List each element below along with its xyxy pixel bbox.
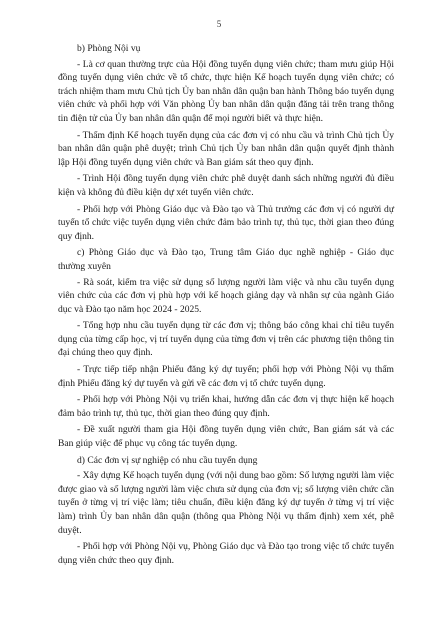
paragraph: - Trực tiếp tiếp nhận Phiếu đăng ký dự tuyển; phối hợp với Phòng Nội vụ thẩm định Phiếu đăng ký dự tuyển và gửi về các đơn vị tổ chức tuyển dụng.	[58, 364, 394, 389]
paragraph: - Phối hợp với Phòng Giáo dục và Đào tạo và Thủ trưởng các đơn vị có người dự tuyển tổ chức việc tuyển dụng viên chức đảm bảo trình tự, thủ tục, thời gian theo đúng quy định.	[58, 203, 394, 242]
paragraph: - Đề xuất người tham gia Hội đồng tuyển dụng viên chức, Ban giám sát và các Ban giúp việc để phục vụ công tác tuyển dụng.	[58, 424, 394, 450]
paragraph: - Xây dựng Kế hoạch tuyển dụng (với nội dung bao gồm: Số lượng người làm việc được giao và số lượng người làm việc chưa sử dụng của đơn vị; số lượng viên chức cần tuyển ở từng vị trí việc làm; tiêu chuẩn, điều kiện đăng ký dự tuyển ở từng vị trí việc làm) trình Ủy ban nhân dân quận (thông qua Phòng Nội vụ thẩm định) xem xét, phê duyệt.	[58, 470, 394, 536]
paragraph: - Rà soát, kiểm tra việc sử dụng số lượng người làm việc và nhu cầu tuyển dụng viên chức của các đơn vị phù hợp với kế hoạch giảng dạy và nhân sự của ngành Giáo dục và Đào tạo năm học 2024 - 2025.	[58, 276, 394, 315]
paragraph: - Trình Hội đồng tuyển dụng viên chức phê duyệt danh sách những người đủ điều kiện và không đủ điều kiện dự xét tuyển viên chức.	[58, 173, 394, 198]
section-heading-c: c) Phòng Giáo dục và Đào tạo, Trung tâm Giáo dục nghề nghiệp - Giáo dục thường xuyên	[58, 247, 394, 272]
paragraph: - Là cơ quan thường trực của Hội đồng tuyển dụng viên chức; tham mưu giúp Hội đồng tuyển dụng viên chức về tổ chức, thực hiện Kế hoạch tuyển dụng viên chức; có trách nhiệm tham mưu Chủ tịch Ủy ban nhân dân quận ban hành Thông báo tuyển dụng viên chức và phối hợp với Văn phòng Ủy ban nhân dân quận đăng tải trên trang thông tin điện tử của Ủy ban nhân dân quận để mọi người biết và thực hiện.	[58, 58, 394, 124]
paragraph: - Phối hợp với Phòng Nội vụ triển khai, hướng dẫn các đơn vị thực hiện kế hoạch đảm bảo trình tự, thủ tục, thời gian theo đúng quy định.	[58, 394, 394, 419]
document-body	[58, 42, 394, 570]
paragraph: - Thẩm định Kế hoạch tuyển dụng của các đơn vị có nhu cầu và trình Chủ tịch Ủy ban nhân dân quận phê duyệt; trình Chủ tịch Ủy ban nhân dân quận quyết định thành lập Hội đồng tuyển dụng viên chức và Ban giám sát theo quy định.	[58, 129, 394, 168]
paragraph: - Tổng hợp nhu cầu tuyển dụng từ các đơn vị; thông báo công khai chỉ tiêu tuyển dụng của từng cấp học, vị trí tuyển dụng của từng đơn vị trên các phương tiện thông tin đại chúng theo quy định.	[58, 320, 394, 359]
page-number: 5	[216, 19, 222, 29]
section-heading-b: b) Phòng Nội vụ	[77, 43, 141, 54]
paragraph: - Phối hợp với Phòng Nội vụ, Phòng Giáo dục và Đào tạo trong việc tổ chức tuyển dụng viên chức theo quy định.	[58, 541, 394, 566]
section-heading-d: d) Các đơn vị sự nghiệp có nhu cầu tuyển dụng	[77, 454, 258, 466]
